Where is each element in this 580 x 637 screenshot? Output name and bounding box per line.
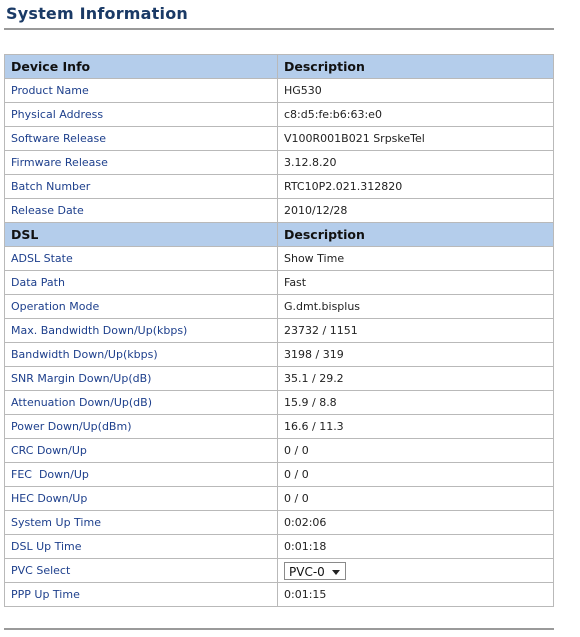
physical-address-value: c8:d5:fe:b6:63:e0 xyxy=(278,103,554,127)
table-row xyxy=(5,271,554,295)
dsl-up-time-value: 0:01:18 xyxy=(278,535,554,559)
table-row xyxy=(5,583,554,607)
operation-mode-label: Operation Mode xyxy=(5,295,278,319)
hec-label: HEC Down/Up xyxy=(5,487,278,511)
operation-mode-value: G.dmt.bisplus xyxy=(278,295,554,319)
table-row xyxy=(5,391,554,415)
table-row xyxy=(5,319,554,343)
table-row xyxy=(5,415,554,439)
power-value: 16.6 / 11.3 xyxy=(278,415,554,439)
bandwidth-label: Bandwidth Down/Up(kbps) xyxy=(5,343,278,367)
table-row xyxy=(5,439,554,463)
table-row xyxy=(5,151,554,175)
system-info-table xyxy=(4,54,554,607)
max-bandwidth-label: Max. Bandwidth Down/Up(kbps) xyxy=(5,319,278,343)
fec-value: 0 / 0 xyxy=(278,463,554,487)
attenuation-label: Attenuation Down/Up(dB) xyxy=(5,391,278,415)
firmware-release-value: 3.12.8.20 xyxy=(278,151,554,175)
dsl-up-time-label: DSL Up Time xyxy=(5,535,278,559)
attenuation-value: 15.9 / 8.8 xyxy=(278,391,554,415)
chevron-down-icon xyxy=(332,570,340,575)
ppp-up-time-label: PPP Up Time xyxy=(5,583,278,607)
description-heading: Description xyxy=(278,55,554,79)
table-row xyxy=(5,295,554,319)
table-row xyxy=(5,175,554,199)
description-heading: Description xyxy=(278,223,554,247)
crc-label: CRC Down/Up xyxy=(5,439,278,463)
dsl-header-row xyxy=(5,223,554,247)
table-row xyxy=(5,103,554,127)
snr-margin-label: SNR Margin Down/Up(dB) xyxy=(5,367,278,391)
table-row xyxy=(5,199,554,223)
table-row xyxy=(5,343,554,367)
system-up-time-value: 0:02:06 xyxy=(278,511,554,535)
product-name-label: Product Name xyxy=(5,79,278,103)
physical-address-label: Physical Address xyxy=(5,103,278,127)
table-row xyxy=(5,247,554,271)
fec-label: FEC Down/Up xyxy=(5,463,278,487)
product-name-value: HG530 xyxy=(278,79,554,103)
crc-value: 0 / 0 xyxy=(278,439,554,463)
max-bandwidth-value: 23732 / 1151 xyxy=(278,319,554,343)
batch-number-label: Batch Number xyxy=(5,175,278,199)
software-release-value: V100R001B021 SrpskeTel xyxy=(278,127,554,151)
release-date-label: Release Date xyxy=(5,199,278,223)
page-title: System Information xyxy=(6,4,188,23)
system-up-time-label: System Up Time xyxy=(5,511,278,535)
adsl-state-value: Show Time xyxy=(278,247,554,271)
data-path-label: Data Path xyxy=(5,271,278,295)
device-info-heading: Device Info xyxy=(5,55,278,79)
table-row xyxy=(5,487,554,511)
pvc-select-value: PVC-0 xyxy=(289,564,325,579)
release-date-value: 2010/12/28 xyxy=(278,199,554,223)
batch-number-value: RTC10P2.021.312820 xyxy=(278,175,554,199)
ppp-up-time-value: 0:01:15 xyxy=(278,583,554,607)
firmware-release-label: Firmware Release xyxy=(5,151,278,175)
dsl-heading: DSL xyxy=(5,223,278,247)
table-row xyxy=(5,367,554,391)
table-row xyxy=(5,79,554,103)
adsl-state-label: ADSL State xyxy=(5,247,278,271)
pvc-select-dropdown[interactable] xyxy=(284,562,346,580)
bottom-divider xyxy=(4,628,554,630)
table-row xyxy=(5,463,554,487)
table-row xyxy=(5,127,554,151)
power-label: Power Down/Up(dBm) xyxy=(5,415,278,439)
device-info-header-row xyxy=(5,55,554,79)
pvc-select-cell xyxy=(278,559,554,583)
table-row xyxy=(5,535,554,559)
snr-margin-value: 35.1 / 29.2 xyxy=(278,367,554,391)
table-row xyxy=(5,559,554,583)
hec-value: 0 / 0 xyxy=(278,487,554,511)
pvc-select-label: PVC Select xyxy=(5,559,278,583)
table-row xyxy=(5,511,554,535)
title-divider xyxy=(4,28,554,30)
bandwidth-value: 3198 / 319 xyxy=(278,343,554,367)
data-path-value: Fast xyxy=(278,271,554,295)
software-release-label: Software Release xyxy=(5,127,278,151)
